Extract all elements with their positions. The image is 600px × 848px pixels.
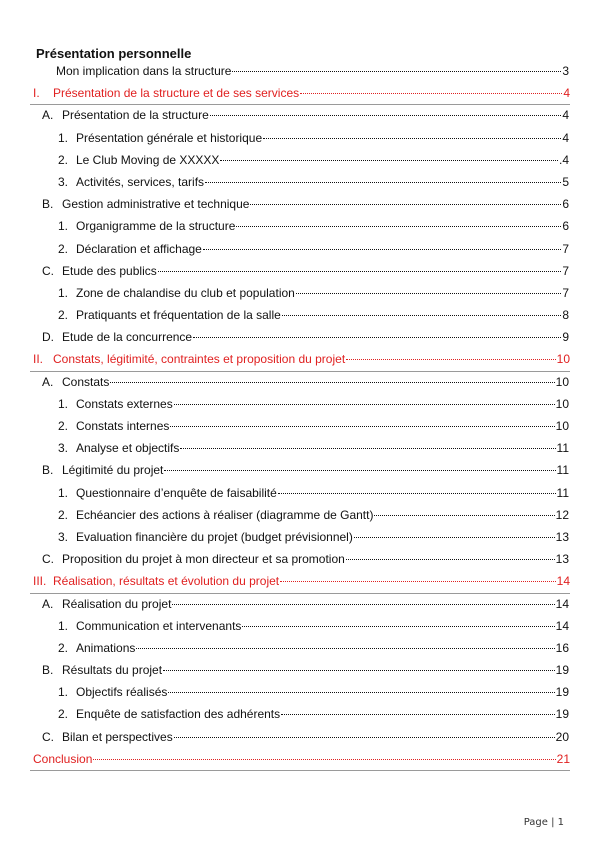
toc-entry-page: 14 — [556, 574, 570, 589]
toc-entry-page: 14 — [555, 618, 569, 633]
toc-entry-line — [58, 286, 569, 300]
toc-entry[interactable] — [0, 305, 600, 327]
toc-entry-page: 4 — [562, 130, 569, 145]
toc-entry[interactable] — [0, 172, 600, 194]
dot-leader — [174, 737, 555, 738]
toc-entry-title: Constats, légitimité, contraintes et proposition du projet — [53, 352, 346, 367]
toc-entry-title: Organigramme de la structure — [76, 219, 236, 234]
toc-entry-line — [58, 530, 569, 544]
toc-entry-line — [58, 685, 569, 699]
dot-leader — [354, 537, 555, 538]
dot-leader — [174, 404, 555, 405]
toc-entry[interactable] — [0, 438, 600, 460]
dot-leader — [300, 93, 562, 94]
toc-entry[interactable] — [0, 660, 600, 682]
toc-entry-line — [58, 508, 569, 522]
dot-leader — [136, 648, 554, 649]
toc-entry-title: Constats — [62, 374, 110, 389]
toc-entry[interactable] — [0, 505, 600, 527]
toc-entry-number: A. — [42, 108, 54, 123]
toc-entry-number: C. — [42, 263, 54, 278]
toc-entry-number: 2. — [58, 241, 69, 256]
toc-entry-page: 7 — [562, 241, 569, 256]
toc-entry-line — [58, 308, 569, 322]
dot-leader — [263, 138, 561, 139]
toc-entry-number: 3. — [58, 174, 69, 189]
dot-leader — [346, 359, 555, 360]
toc-entry-page: 16 — [555, 640, 569, 655]
toc-entry-line — [42, 108, 569, 122]
toc-entry-title: Evaluation financière du projet (budget prévisionnel) — [76, 529, 353, 544]
toc-entry-title: Animations — [76, 640, 136, 655]
toc-entry-number: 1. — [58, 685, 69, 700]
toc-entry[interactable] — [0, 616, 600, 638]
toc-entry[interactable] — [0, 327, 600, 349]
dot-leader — [163, 670, 555, 671]
toc-entry[interactable] — [0, 483, 600, 505]
dot-leader — [282, 315, 562, 316]
toc-entry-line — [58, 441, 569, 455]
toc-entry-line — [58, 175, 569, 189]
dot-leader — [242, 626, 554, 627]
toc-entry-line — [42, 197, 569, 211]
toc-entry-title: Légitimité du projet — [62, 463, 164, 478]
toc-entry[interactable] — [0, 460, 600, 482]
toc-entry-line — [58, 131, 569, 145]
toc-entry-page: 19 — [555, 685, 569, 700]
toc-entry-title: Etude de la concurrence — [62, 330, 193, 345]
toc-entry-line — [58, 619, 569, 633]
toc-entry-line — [58, 486, 569, 500]
toc-entry[interactable] — [0, 216, 600, 238]
toc-entry-page: 8 — [562, 308, 569, 323]
toc-entry-number: B. — [42, 197, 54, 212]
dot-leader — [205, 182, 561, 183]
toc-entry-number: 1. — [58, 219, 69, 234]
toc-entry[interactable] — [0, 416, 600, 438]
toc-entry[interactable] — [0, 128, 600, 150]
toc-entry-page: 10 — [555, 374, 569, 389]
toc-entry-number: 2. — [58, 640, 69, 655]
dot-leader — [236, 226, 561, 227]
toc-entry-number: 1. — [58, 618, 69, 633]
dot-leader — [232, 71, 561, 72]
toc-entry-title: Objectifs réalisés — [76, 685, 168, 700]
toc-entry-page: 13 — [555, 529, 569, 544]
toc-entry[interactable] — [0, 527, 600, 549]
toc-entry-page: 11 — [556, 463, 569, 478]
toc-entry-number: 1. — [58, 130, 69, 145]
toc-entry-page: 20 — [555, 729, 569, 744]
toc-entry-line — [33, 352, 570, 366]
toc-entry-number: II. — [33, 352, 44, 367]
toc-entry-number: 2. — [58, 152, 69, 167]
toc-entry-page: 7 — [562, 285, 569, 300]
toc-entry-line — [33, 574, 570, 588]
dot-leader — [158, 271, 562, 272]
toc-entry[interactable] — [0, 372, 600, 394]
dot-leader — [203, 249, 561, 250]
toc-entry-title: Proposition du projet à mon directeur et sa promotion — [62, 552, 345, 567]
toc-entry-title: Echéancier des actions à réaliser (diagramme de Gantt) — [76, 507, 374, 522]
toc-entry[interactable] — [0, 194, 600, 216]
toc-entry[interactable] — [0, 239, 600, 261]
toc-entry-line — [42, 730, 569, 744]
toc-entry-page: 10 — [555, 396, 569, 411]
toc-entry-number: 3. — [58, 529, 69, 544]
dot-leader — [278, 493, 556, 494]
toc-entry-line — [58, 419, 569, 433]
toc-entry-page: 5 — [562, 174, 569, 189]
toc-entry[interactable] — [0, 594, 600, 616]
toc-entry-line — [58, 641, 569, 655]
dot-leader — [180, 448, 555, 449]
toc-entry-title: Présentation générale et historique — [76, 130, 263, 145]
toc-entry-line — [58, 242, 569, 256]
toc-entry-number: 2. — [58, 707, 69, 722]
toc-entry-line — [56, 64, 569, 78]
dot-leader — [280, 581, 556, 582]
toc-entry[interactable] — [0, 638, 600, 660]
toc-entry-line — [42, 375, 569, 389]
dot-leader — [170, 426, 554, 427]
toc-entry-page: 19 — [555, 663, 569, 678]
toc-entry-title: Questionnaire d’enquête de faisabilité — [76, 485, 277, 500]
toc-entry-number: C. — [42, 552, 54, 567]
toc-entry[interactable] — [0, 283, 600, 305]
toc-entry-number: 1. — [58, 285, 69, 300]
toc-entry-page: 7 — [562, 263, 569, 278]
toc-entry-title: Etude des publics — [62, 263, 157, 278]
toc-entry[interactable] — [0, 704, 600, 726]
toc-entry-number: B. — [42, 463, 54, 478]
toc-entry-title: Constats internes — [76, 419, 170, 433]
toc-entry-title: Présentation de la structure et de ses services — [53, 86, 300, 101]
toc-entry[interactable] — [0, 749, 600, 771]
toc-entry[interactable] — [0, 61, 600, 83]
toc-entry-number: 2. — [58, 308, 69, 323]
toc-entry-line — [33, 86, 570, 100]
dot-leader — [220, 160, 558, 161]
toc-entry-line — [58, 397, 569, 411]
toc-entry-number: A. — [42, 374, 54, 389]
toc-entry-page: 9 — [562, 330, 569, 345]
toc-entry-title: Communication et intervenants — [76, 618, 242, 633]
dot-leader — [168, 692, 554, 693]
toc-entry-page: 4 — [562, 108, 569, 123]
dot-leader — [296, 293, 561, 294]
toc-entry-number: III. — [33, 574, 47, 589]
toc-entry-title: Analyse et objectifs — [76, 441, 180, 456]
toc-entry[interactable] — [0, 83, 600, 105]
dot-leader — [346, 559, 555, 560]
toc-entry-page: 12 — [555, 507, 569, 522]
toc-entry-page: 11 — [556, 441, 569, 456]
toc-entry-page: 10 — [556, 352, 570, 367]
toc-entry[interactable] — [0, 571, 600, 593]
toc-entry-page: 6 — [562, 197, 569, 212]
toc-entry[interactable] — [0, 261, 600, 283]
toc-entry-line — [42, 463, 569, 477]
toc-entry-number: B. — [42, 663, 54, 678]
toc-entry-line — [58, 219, 569, 233]
toc-entry-title: Réalisation, résultats et évolution du projet — [53, 574, 280, 589]
toc-entry-line — [33, 752, 570, 766]
toc-entry-title: Réalisation du projet — [62, 596, 172, 611]
toc-entry-title: Présentation de la structure — [62, 108, 209, 123]
toc-entry-page: 19 — [555, 707, 569, 722]
toc-entry-page: 11 — [556, 485, 569, 500]
toc-entry[interactable] — [0, 549, 600, 571]
toc-entry-title: Bilan et perspectives — [62, 729, 173, 744]
toc-entry[interactable] — [0, 150, 600, 172]
toc-entry-title: Conclusion — [33, 751, 93, 766]
toc-entry-number: 2. — [58, 507, 69, 522]
dot-leader — [250, 204, 561, 205]
toc-entry-line — [42, 552, 569, 566]
dot-leader — [374, 515, 554, 516]
toc-entry-page: 14 — [555, 596, 569, 611]
toc-entry-number: I. — [33, 86, 40, 101]
toc-entry-number: A. — [42, 596, 54, 611]
toc-entry-line — [58, 153, 569, 167]
toc-entry-line — [42, 330, 569, 344]
dot-leader — [281, 714, 555, 715]
toc-entry-title: Mon implication dans la structure — [56, 64, 232, 78]
toc-entry-title: Résultats du projet — [62, 663, 163, 678]
dot-leader — [93, 759, 555, 760]
toc-entry-title: Déclaration et affichage — [76, 241, 202, 256]
toc-entry[interactable] — [0, 349, 600, 371]
toc-entry-title: Gestion administrative et technique — [62, 197, 250, 212]
toc-entry-line — [42, 264, 569, 278]
dot-leader — [110, 382, 554, 383]
toc-entry-line — [42, 663, 569, 677]
page-number: Page | 1 — [523, 817, 564, 828]
dot-leader — [210, 115, 562, 116]
table-of-contents — [0, 61, 600, 771]
toc-entry-page: 3 — [562, 64, 569, 78]
toc-entry-page: 21 — [556, 751, 570, 766]
toc-entry-number: 3. — [58, 441, 69, 456]
toc-entry-page: 4 — [563, 86, 570, 101]
toc-entry-title: Activités, services, tarifs — [76, 174, 205, 189]
toc-entry-line — [42, 597, 569, 611]
toc-entry-number: 2. — [58, 419, 69, 433]
toc-entry[interactable] — [0, 682, 600, 704]
toc-entry-title: Zone de chalandise du club et population — [76, 285, 295, 300]
dot-leader — [164, 470, 555, 471]
toc-entry-title: Le Club Moving de XXXXX — [76, 152, 220, 167]
toc-entry-page: 6 — [562, 219, 569, 234]
toc-entry[interactable] — [0, 105, 600, 127]
toc-entry-page: 10 — [555, 419, 569, 433]
dot-leader — [193, 337, 561, 338]
toc-entry-title: Constats externes — [76, 396, 173, 411]
toc-heading: Présentation personnelle — [36, 46, 192, 61]
toc-entry-number: 1. — [58, 396, 69, 411]
toc-entry-number: D. — [42, 330, 54, 345]
toc-entry-number: 1. — [58, 485, 69, 500]
toc-entry-line — [58, 707, 569, 721]
toc-entry-page: .4 — [558, 152, 569, 167]
dot-leader — [172, 604, 554, 605]
toc-entry-title: Enquête de satisfaction des adhérents — [76, 707, 281, 722]
toc-entry[interactable] — [0, 394, 600, 416]
toc-entry-number: C. — [42, 729, 54, 744]
toc-entry[interactable] — [0, 727, 600, 749]
toc-entry-page: 13 — [555, 552, 569, 567]
toc-entry-title: Pratiquants et fréquentation de la salle — [76, 308, 281, 323]
